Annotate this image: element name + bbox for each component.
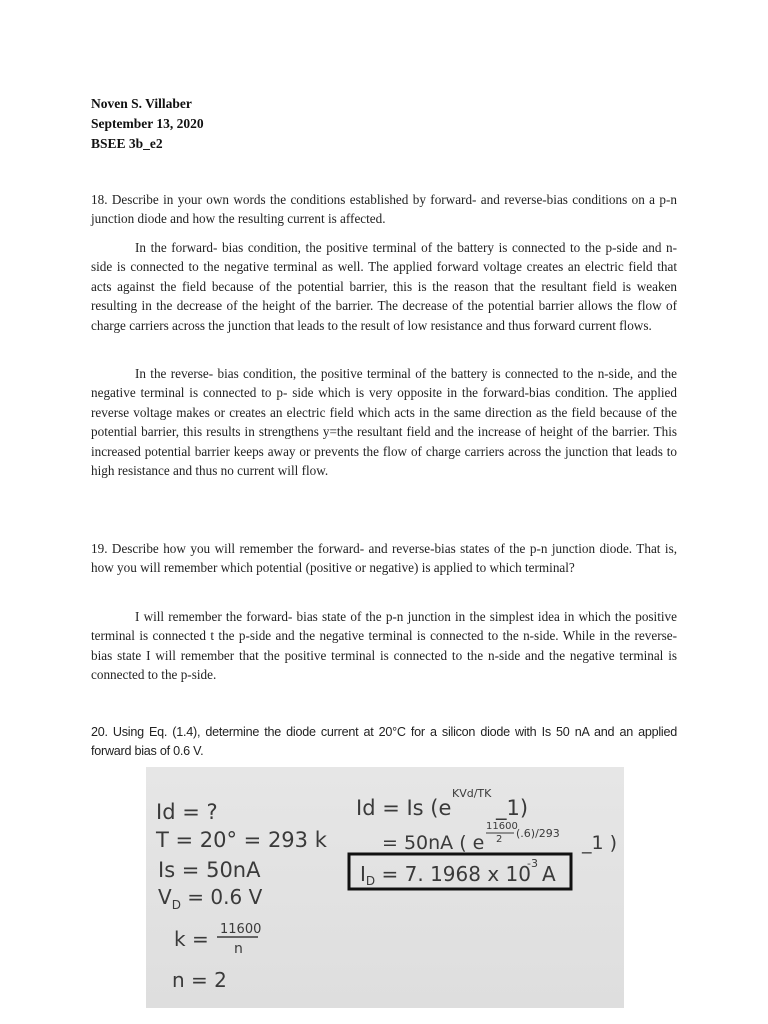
question-20-text: 20. Using Eq. (1.4), determine the diode current at 20°C for a silicon diode with Is 50 nA and an applied forward bias of 0.6 V. (91, 725, 677, 759)
question-20 (91, 723, 677, 762)
given-temperature-line: T = 20° = 293 k (156, 828, 327, 852)
substitution-line: = 50nA ( e (382, 832, 485, 854)
answer-18-reverse-bias (91, 364, 677, 480)
diode-equation-tail: _1) (496, 796, 529, 820)
handwriting-drawing (146, 767, 624, 1008)
given-n-line: n = 2 (172, 968, 227, 992)
result-line: $I_D = 7$. 1968 x 10 (360, 862, 531, 888)
diode-equation-exponent: KVd/TK (452, 787, 492, 800)
result-unit: A (542, 862, 556, 886)
substitution-tail: _1 ) (582, 832, 618, 854)
given-id-line: Id = ? (156, 800, 218, 824)
handwritten-solution-photo (146, 767, 624, 1008)
given-k-numerator: 11600 (220, 922, 262, 937)
given-vd-line: $V_D = 0.6$ V (158, 885, 263, 912)
answer-18-forward-bias (91, 238, 677, 335)
result-exponent: -3 (527, 857, 538, 870)
question-19 (91, 539, 677, 578)
diode-equation: Id = Is (e (356, 796, 452, 820)
substitution-fraction-num: 11600 (486, 821, 518, 832)
solution-work (349, 787, 617, 889)
given-k-label: k = (174, 927, 209, 951)
question-18-text: 18. Describe in your own words the conditions established by forward- and reverse-bias conditions on a p-n junction diode and how the resulting current is affected. (91, 192, 677, 227)
answer-19-text: I will remember the forward- bias state of the p-n junction in the simplest idea in which the positive terminal is connected t the p-side and the negative terminal is connected to the n-side. While in the reverse- bias state I will remember that the positive terminal is connected to the n-side and the negative terminal is connected to the p-side. (91, 609, 677, 683)
given-k-denominator: n (234, 941, 243, 957)
answer-19 (91, 607, 677, 685)
substitution-fraction-den: 2 (496, 834, 503, 845)
answer-18-reverse-text: In the reverse- bias condition, the positive terminal of the battery is connected to the n-side, and the negative terminal is connected to p- side which is very opposite in the forward-bias condition. The applied reverse voltage makes or creates an electric field which acts in the same direction as the field because of the potential barrier, this results in strengthens y=the resultant field and the increase of height of the barrier. This increased potential barrier keeps away or prevents the flow of charge carriers across the junction that leads to high resistance and thus no current will flow. (91, 366, 677, 479)
author-header (91, 94, 204, 154)
given-is-line: Is = 50nA (158, 858, 261, 882)
given-values (155, 800, 328, 992)
author-name: Noven S. Villaber (91, 96, 192, 111)
course-section: BSEE 3b_e2 (91, 136, 163, 151)
substitution-exponent-tail: (.6)/293 (516, 827, 560, 840)
question-19-text: 19. Describe how you will remember the forward- and reverse-bias states of the p-n junction diode. That is, how you will remember which potential (positive or negative) is applied to which terminal? (91, 541, 677, 576)
answer-18-forward-text: In the forward- bias condition, the positive terminal of the battery is connected to the p-side and n- side is connected to the negative terminal as well. The applied forward voltage creates an electric field that acts against the field because of the potential barrier, this is the reason that the resultant field is weaken resulting in the decrease of the height of the barrier. The decrease of the potential barrier allows the flow of charge carriers across the junction that leads to the result of low resistance and thus forward current flows. (91, 240, 677, 333)
document-date: September 13, 2020 (91, 116, 204, 131)
question-18 (91, 190, 677, 229)
